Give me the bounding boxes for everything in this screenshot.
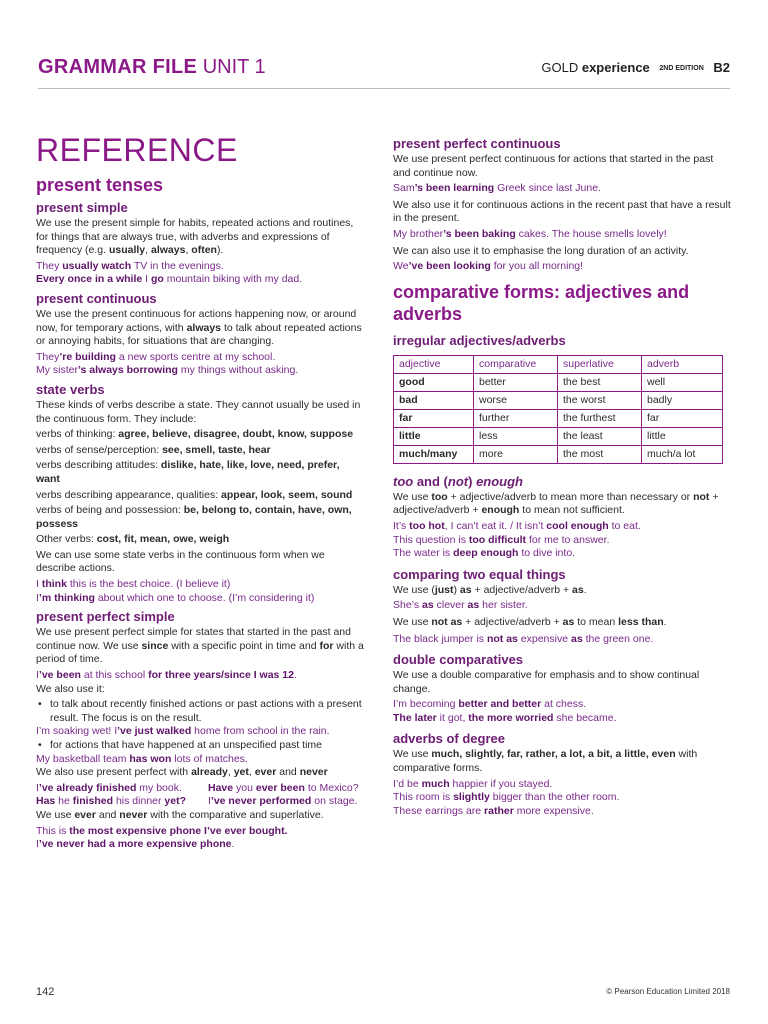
copyright: © Pearson Education Limited 2018 (606, 987, 730, 996)
table-cell: little (394, 427, 474, 445)
bullet-list (36, 739, 366, 753)
example-sentence: She’s as clever as her sister. (393, 599, 528, 612)
example-sentence: I’m soaking wet! I’ve just walked home from school in the rain. (36, 725, 330, 738)
table-cell: well (642, 373, 723, 391)
column-header: comparative (474, 355, 558, 373)
verbs-of-thinking: verbs of thinking: agree, believe, disagree, doubt, know, suppose (36, 428, 354, 441)
present-continuous-text: We use the present continuous for actions happening now, or around now, for temporary actions, with always to talk about repeated actions or annoying habits, for situations that are changing. (36, 307, 362, 348)
verbs-of-appearance: verbs describing appearance, qualities: appear, look, seem, sound (36, 488, 353, 501)
example-sentence: It’s too hot, I can’t eat it. / It isn’t cool enough to eat. (393, 519, 641, 532)
table-cell: bad (394, 391, 474, 409)
example-sentence: I’m becoming better and better at chess. (393, 698, 587, 711)
table-cell: much/a lot (642, 445, 723, 463)
double-comparatives-heading: double comparatives (393, 652, 524, 668)
left-column (36, 132, 366, 852)
column-header: adjective (394, 355, 474, 373)
bullet-item: • for actions that have happened at an unspecified past time (36, 739, 366, 753)
verbs-of-being: verbs of being and possession: be, belong to, contain, have, own, possess (36, 504, 352, 530)
table-cell: the furthest (558, 409, 642, 427)
verbs-of-sense: verbs of sense/perception: see, smell, taste, hear (36, 443, 271, 456)
table-cell: badly (642, 391, 723, 409)
irregular-heading: irregular adjectives/adverbs (393, 332, 566, 348)
example-sentence: I’ve never had a more expensive phone. (36, 838, 235, 851)
example-sentence: My basketball team has won lots of matches. (36, 752, 248, 765)
comparative-forms-heading: comparative forms: adjectives and adverbs (393, 281, 690, 324)
verbs-of-attitude: verbs describing attitudes: dislike, hate, like, love, need, prefer, want (36, 459, 340, 485)
example-sentence: The water is deep enough to dive into. (393, 547, 576, 560)
present-continuous-heading: present continuous (36, 290, 157, 306)
example-sentence: My brother’s been baking cakes. The house smells lovely! (393, 227, 667, 240)
right-column (393, 136, 733, 818)
too-enough-heading: too and (not) enough (393, 473, 523, 489)
example-sentence: They’re building a new sports centre at my school. (36, 350, 276, 363)
example-sentence: Sam’s been learning Greek since last June. (393, 182, 601, 195)
other-verbs: Other verbs: cost, fit, mean, owe, weigh (36, 533, 230, 546)
example-sentence: I’ve already finished my book. (36, 781, 182, 794)
table-cell: far (642, 409, 723, 427)
table-cell: the worst (558, 391, 642, 409)
reference-title: REFERENCE (36, 132, 238, 168)
ppc-text-3: We can also use it to emphasise the long duration of an activity. (393, 244, 689, 257)
present-perfect-simple-text: We use present perfect simple for states that started in the past and continue now. We use since with a specific point in time and for with a period of time. (36, 626, 364, 666)
example-sentence: I’ve been at this school for three years/since I was 12. (36, 669, 297, 682)
state-verbs-intro: These kinds of verbs describe a state. They cannot usually be used in the continuous form. They include: (36, 398, 361, 425)
example-sentence: This room is slightly bigger than the other room. (393, 791, 620, 804)
present-simple-text: We use the present simple for habits, repeated actions and routines, for things that are always true, with adverbs and expressions of frequency (e.g. usually, always, often). (36, 217, 354, 257)
adverbs-of-degree-heading: adverbs of degree (393, 731, 505, 747)
table-cell: much/many (394, 445, 474, 463)
table-cell: the most (558, 445, 642, 463)
bullet-list (36, 698, 366, 725)
example-sentence: The black jumper is not as expensive as the green one. (393, 632, 654, 645)
example-pair (36, 782, 366, 796)
present-perfect-simple-heading: present perfect simple (36, 609, 175, 625)
double-text: We use a double comparative for emphasis and to show continual change. (393, 669, 700, 695)
equal-things-heading: comparing two equal things (393, 566, 566, 582)
table-cell: good (394, 373, 474, 391)
also-use-text: We also use it: (36, 682, 105, 695)
example-sentence: I’ve never performed on stage. (208, 795, 358, 808)
column-header: adverb (642, 355, 723, 373)
too-enough-text: We use too + adjective/adverb to mean more than necessary or not + adjective/adverb + enough to mean not sufficient. (393, 490, 719, 517)
example-sentence: My sister’s always borrowing my things without asking. (36, 364, 299, 377)
table-row (394, 409, 723, 427)
example-sentence: I’m thinking about which one to choose. (I’m considering it) (36, 591, 315, 604)
example-sentence: The later it got, the more worried she became. (393, 711, 617, 724)
example-sentence: Have you ever been to Mexico? (208, 781, 359, 794)
also-use-adverbs-text: We also use present perfect with already, yet, ever and never (36, 766, 328, 779)
brand-logo: GOLD experience 2ND EDITION B2 (541, 60, 730, 75)
example-sentence: I’d be much happier if you stayed. (393, 777, 553, 790)
table-cell: little (642, 427, 723, 445)
example-pair (36, 795, 366, 809)
equal-text-1: We use (just) as + adjective/adverb + as. (393, 583, 587, 596)
table-cell: the best (558, 373, 642, 391)
state-verbs-heading: state verbs (36, 381, 105, 397)
table-row (394, 427, 723, 445)
table-row (394, 445, 723, 463)
present-simple-heading: present simple (36, 200, 128, 215)
example-sentence: This is the most expensive phone I’ve ever bought. (36, 824, 288, 837)
example-sentence: Every once in a while I go mountain biking with my dad. (36, 273, 303, 286)
equal-text-2: We use not as + adjective/adverb + as to mean less than. (393, 615, 667, 628)
example-sentence: We’ve been looking for you all morning! (393, 260, 584, 273)
page-header (38, 56, 730, 82)
example-sentence: I think this is the best choice. (I believe it) (36, 578, 231, 591)
column-header: superlative (558, 355, 642, 373)
bullet-item: • to talk about recently finished actions or past actions with a present result. The focus is on the result. (36, 698, 366, 725)
table-cell: worse (474, 391, 558, 409)
table-cell: further (474, 409, 558, 427)
table-row (394, 391, 723, 409)
grammar-file-title: GRAMMAR FILE UNIT 1 (38, 56, 266, 78)
table-header-row (394, 355, 723, 373)
table-row (394, 373, 723, 391)
ppc-text-2: We also use it for continuous actions in the recent past that have a result in the present. (393, 198, 731, 225)
example-sentence: Has he finished his dinner yet? (36, 795, 187, 808)
example-sentence: These earrings are rather more expensive. (393, 804, 594, 817)
table-cell: more (474, 445, 558, 463)
example-sentence: This question is too difficult for me to answer. (393, 533, 610, 546)
example-sentence: They usually watch TV in the evenings. (36, 259, 224, 272)
state-verbs-note: We can use some state verbs in the continuous form when we describe actions. (36, 548, 325, 575)
present-perfect-continuous-heading: present perfect continuous (393, 136, 561, 151)
ever-never-text: We use ever and never with the comparative and superlative. (36, 808, 324, 821)
table-cell: the least (558, 427, 642, 445)
present-tenses-heading: present tenses (36, 175, 164, 195)
table-cell: less (474, 427, 558, 445)
header-divider (38, 88, 730, 89)
table-cell: better (474, 373, 558, 391)
irregular-table (393, 355, 723, 464)
table-cell: far (394, 409, 474, 427)
ppc-text-1: We use present perfect continuous for actions that started in the past and continue now. (393, 153, 714, 179)
page-number: 142 (36, 986, 55, 998)
degree-text: We use much, slightly, far, rather, a lot, a bit, a little, even with comparative forms. (393, 748, 698, 775)
